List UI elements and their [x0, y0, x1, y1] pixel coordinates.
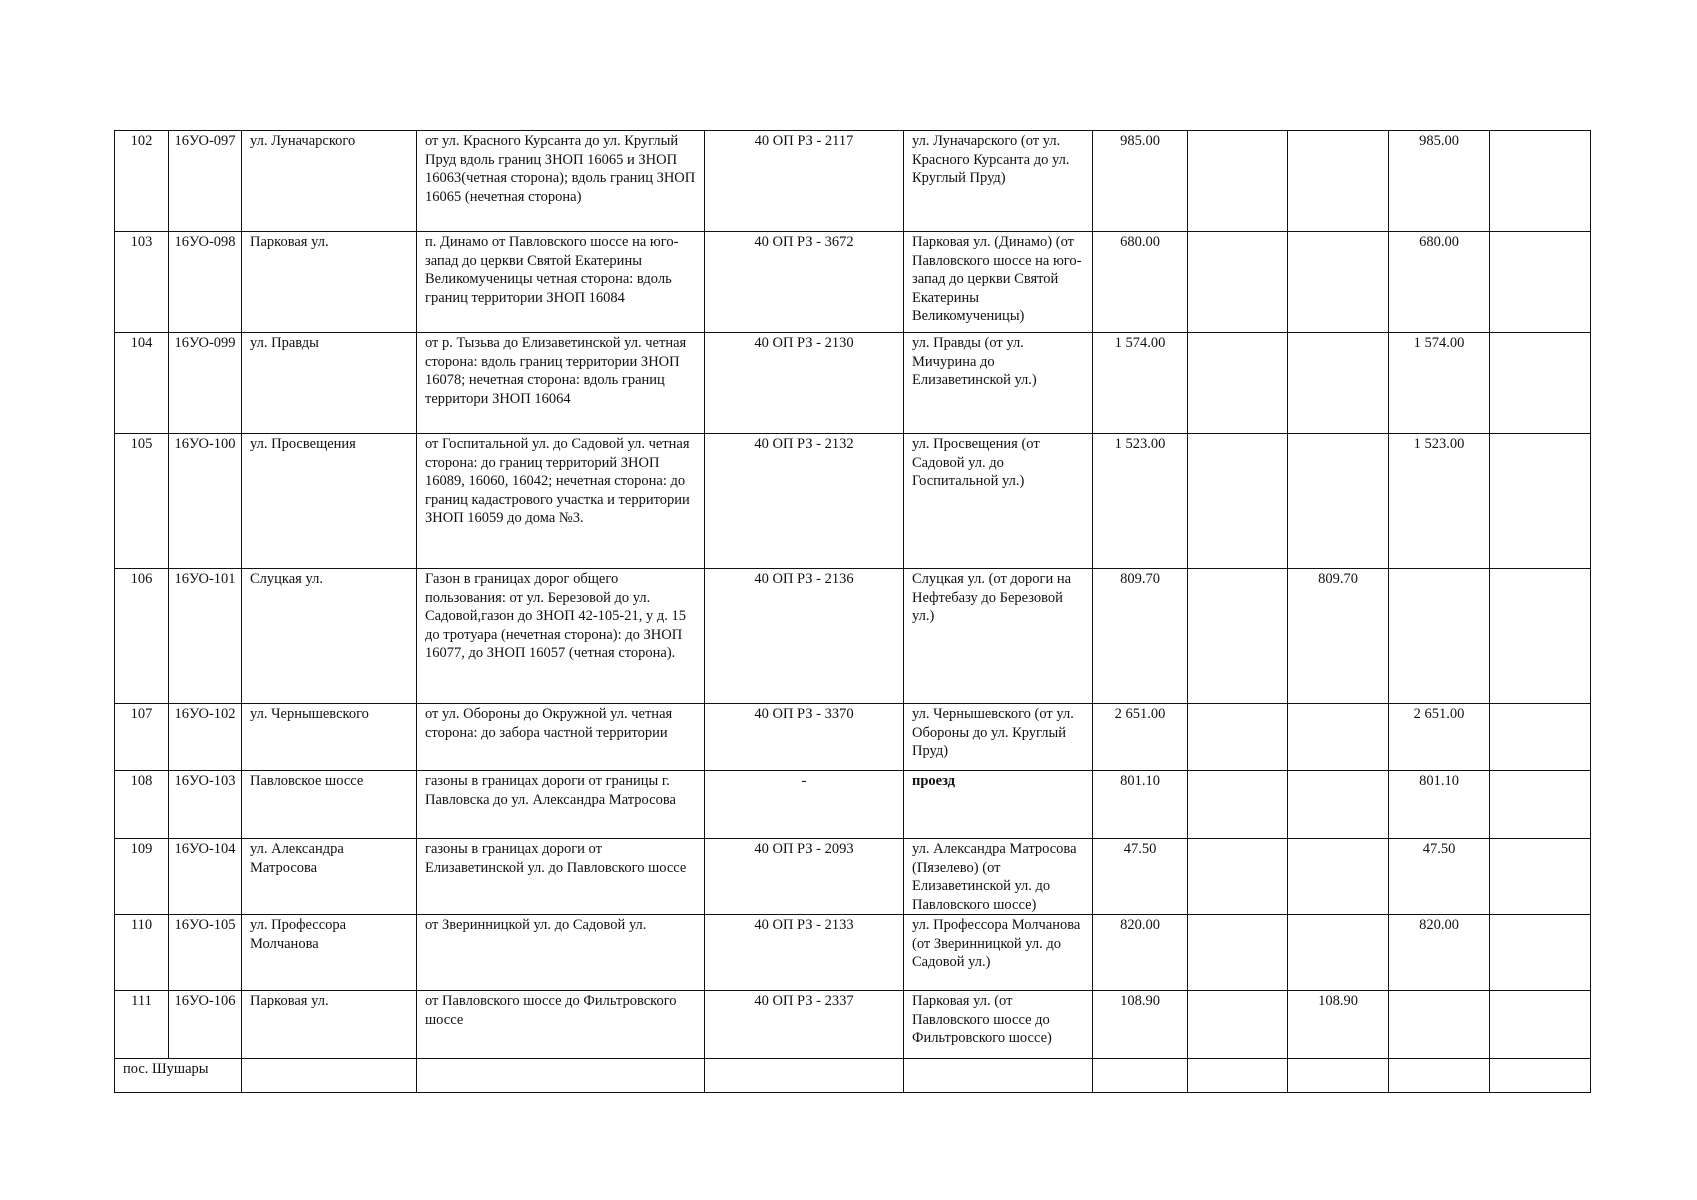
- table-row: [115, 704, 1591, 771]
- boundary-description: от ул. Обороны до Окружной ул. четная сторона: до забора частной территории: [417, 704, 705, 771]
- area-col-1: [1188, 131, 1288, 232]
- row-number: 106: [115, 569, 169, 704]
- object-code: 16УО-105: [169, 915, 242, 991]
- area-col-1: [1188, 434, 1288, 569]
- area-value: 820.00: [1093, 915, 1188, 991]
- empty-cell: [1490, 1059, 1591, 1093]
- road-name: ул. Просвещения (от Садовой ул. до Госпитальной ул.): [904, 434, 1093, 569]
- road-name: ул. Чернышевского (от ул. Обороны до ул. Круглый Пруд): [904, 704, 1093, 771]
- object-code: 16УО-106: [169, 991, 242, 1059]
- boundary-description: от Госпитальной ул. до Садовой ул. четная сторона: до границ территорий ЗНОП 16089, 16060, 16042; нечетная сторона: до границ кадастрового участка и территории ЗНОП 16059 до дома №3.: [417, 434, 705, 569]
- area-col-4: [1490, 569, 1591, 704]
- area-col-3: 2 651.00: [1389, 704, 1490, 771]
- empty-cell: [904, 1059, 1093, 1093]
- road-id: 40 ОП РЗ - 2132: [705, 434, 904, 569]
- area-col-2: [1288, 915, 1389, 991]
- area-col-4: [1490, 232, 1591, 333]
- road-name: ул. Александра Матросова (Пязелево) (от Елизаветинской ул. до Павловского шоссе): [904, 839, 1093, 915]
- road-id: 40 ОП РЗ - 2117: [705, 131, 904, 232]
- road-id: 40 ОП РЗ - 3672: [705, 232, 904, 333]
- table-row: [115, 771, 1591, 839]
- boundary-description: от Павловского шоссе до Фильтровского шоссе: [417, 991, 705, 1059]
- boundary-description: п. Динамо от Павловского шоссе на юго-запад до церкви Святой Екатерины Великомученицы четная сторона: вдоль границ территории ЗНОП 16084: [417, 232, 705, 333]
- object-code: 16УО-104: [169, 839, 242, 915]
- area-col-4: [1490, 771, 1591, 839]
- area-col-1: [1188, 704, 1288, 771]
- area-col-3: 801.10: [1389, 771, 1490, 839]
- road-id: 40 ОП РЗ - 3370: [705, 704, 904, 771]
- road-id: 40 ОП РЗ - 2133: [705, 915, 904, 991]
- table-row: [115, 915, 1591, 991]
- row-number: 111: [115, 991, 169, 1059]
- empty-cell: [417, 1059, 705, 1093]
- area-col-4: [1490, 434, 1591, 569]
- area-value: 985.00: [1093, 131, 1188, 232]
- road-id: 40 ОП РЗ - 2136: [705, 569, 904, 704]
- road-name: ул. Профессора Молчанова (от Зверинницкой ул. до Садовой ул.): [904, 915, 1093, 991]
- road-name: ул. Луначарского (от ул. Красного Курсанта до ул. Круглый Пруд): [904, 131, 1093, 232]
- boundary-description: от ул. Красного Курсанта до ул. Круглый Пруд вдоль границ ЗНОП 16065 и ЗНОП 16063(четная сторона); вдоль границ ЗНОП 16065 (нечетная сторона): [417, 131, 705, 232]
- street-name: ул. Александра Матросова: [242, 839, 417, 915]
- section-label: пос. Шушары: [115, 1059, 242, 1093]
- object-code: 16УО-097: [169, 131, 242, 232]
- row-number: 107: [115, 704, 169, 771]
- area-col-2: [1288, 839, 1389, 915]
- street-name: ул. Чернышевского: [242, 704, 417, 771]
- area-value: 680.00: [1093, 232, 1188, 333]
- area-value: 801.10: [1093, 771, 1188, 839]
- empty-cell: [1188, 1059, 1288, 1093]
- road-name: Парковая ул. (Динамо) (от Павловского шоссе на юго-запад до церкви Святой Екатерины Великомученицы): [904, 232, 1093, 333]
- area-value: 2 651.00: [1093, 704, 1188, 771]
- area-col-2: 809.70: [1288, 569, 1389, 704]
- street-name: ул. Просвещения: [242, 434, 417, 569]
- empty-cell: [705, 1059, 904, 1093]
- table-row: [115, 232, 1591, 333]
- street-name: ул. Правды: [242, 333, 417, 434]
- road-name: проезд: [904, 771, 1093, 839]
- object-code: 16УО-100: [169, 434, 242, 569]
- area-col-3: 47.50: [1389, 839, 1490, 915]
- road-id: 40 ОП РЗ - 2130: [705, 333, 904, 434]
- area-col-1: [1188, 771, 1288, 839]
- empty-cell: [1093, 1059, 1188, 1093]
- road-id: -: [705, 771, 904, 839]
- boundary-description: Газон в границах дорог общего пользования: от ул. Березовой до ул. Садовой,газон до ЗНОП 42-105-21, у д. 15 до тротуара (нечетная сторона): до ЗНОП 16077, до ЗНОП 16057 (четная сторона).: [417, 569, 705, 704]
- street-name: Парковая ул.: [242, 991, 417, 1059]
- row-number: 110: [115, 915, 169, 991]
- area-col-1: [1188, 232, 1288, 333]
- street-name: Парковая ул.: [242, 232, 417, 333]
- area-col-1: [1188, 915, 1288, 991]
- area-value: 1 574.00: [1093, 333, 1188, 434]
- boundary-description: от Зверинницкой ул. до Садовой ул.: [417, 915, 705, 991]
- area-col-2: [1288, 131, 1389, 232]
- area-col-4: [1490, 131, 1591, 232]
- area-value: 1 523.00: [1093, 434, 1188, 569]
- area-col-3: 820.00: [1389, 915, 1490, 991]
- area-col-2: [1288, 434, 1389, 569]
- row-number: 109: [115, 839, 169, 915]
- area-col-3: 680.00: [1389, 232, 1490, 333]
- area-col-3: 1 574.00: [1389, 333, 1490, 434]
- area-value: 47.50: [1093, 839, 1188, 915]
- area-value: 108.90: [1093, 991, 1188, 1059]
- boundary-description: газоны в границах дороги от границы г. Павловска до ул. Александра Матросова: [417, 771, 705, 839]
- empty-cell: [242, 1059, 417, 1093]
- area-col-1: [1188, 991, 1288, 1059]
- area-col-4: [1490, 839, 1591, 915]
- object-code: 16УО-099: [169, 333, 242, 434]
- area-col-3: 1 523.00: [1389, 434, 1490, 569]
- row-number: 108: [115, 771, 169, 839]
- registry-table: [114, 130, 1591, 1093]
- area-col-1: [1188, 569, 1288, 704]
- area-col-4: [1490, 991, 1591, 1059]
- table-row: [115, 839, 1591, 915]
- section-row: [115, 1059, 1591, 1093]
- road-name: Слуцкая ул. (от дороги на Нефтебазу до Березовой ул.): [904, 569, 1093, 704]
- road-name: ул. Правды (от ул. Мичурина до Елизаветинской ул.): [904, 333, 1093, 434]
- boundary-description: от р. Тызьва до Елизаветинской ул. четная сторона: вдоль границ территории ЗНОП 16078; нечетная сторона: вдоль границ территори ЗНОП 16064: [417, 333, 705, 434]
- row-number: 104: [115, 333, 169, 434]
- table-row: [115, 991, 1591, 1059]
- area-col-1: [1188, 839, 1288, 915]
- area-col-4: [1490, 333, 1591, 434]
- road-id: 40 ОП РЗ - 2337: [705, 991, 904, 1059]
- row-number: 103: [115, 232, 169, 333]
- area-col-2: 108.90: [1288, 991, 1389, 1059]
- table-row: [115, 333, 1591, 434]
- row-number: 102: [115, 131, 169, 232]
- row-number: 105: [115, 434, 169, 569]
- object-code: 16УО-101: [169, 569, 242, 704]
- road-id: 40 ОП РЗ - 2093: [705, 839, 904, 915]
- table-row: [115, 569, 1591, 704]
- empty-cell: [1288, 1059, 1389, 1093]
- empty-cell: [1389, 1059, 1490, 1093]
- table-body: [115, 131, 1591, 1093]
- road-name: Парковая ул. (от Павловского шоссе до Фильтровского шоссе): [904, 991, 1093, 1059]
- object-code: 16УО-103: [169, 771, 242, 839]
- object-code: 16УО-098: [169, 232, 242, 333]
- area-col-3: [1389, 991, 1490, 1059]
- table-row: [115, 131, 1591, 232]
- area-col-2: [1288, 771, 1389, 839]
- area-col-2: [1288, 232, 1389, 333]
- boundary-description: газоны в границах дороги от Елизаветинской ул. до Павловского шоссе: [417, 839, 705, 915]
- street-name: Павловское шоссе: [242, 771, 417, 839]
- area-col-4: [1490, 704, 1591, 771]
- area-col-4: [1490, 915, 1591, 991]
- area-col-2: [1288, 704, 1389, 771]
- object-code: 16УО-102: [169, 704, 242, 771]
- street-name: ул. Профессора Молчанова: [242, 915, 417, 991]
- area-col-3: [1389, 569, 1490, 704]
- table-row: [115, 434, 1591, 569]
- street-name: Слуцкая ул.: [242, 569, 417, 704]
- street-name: ул. Луначарского: [242, 131, 417, 232]
- area-col-1: [1188, 333, 1288, 434]
- area-col-2: [1288, 333, 1389, 434]
- area-value: 809.70: [1093, 569, 1188, 704]
- area-col-3: 985.00: [1389, 131, 1490, 232]
